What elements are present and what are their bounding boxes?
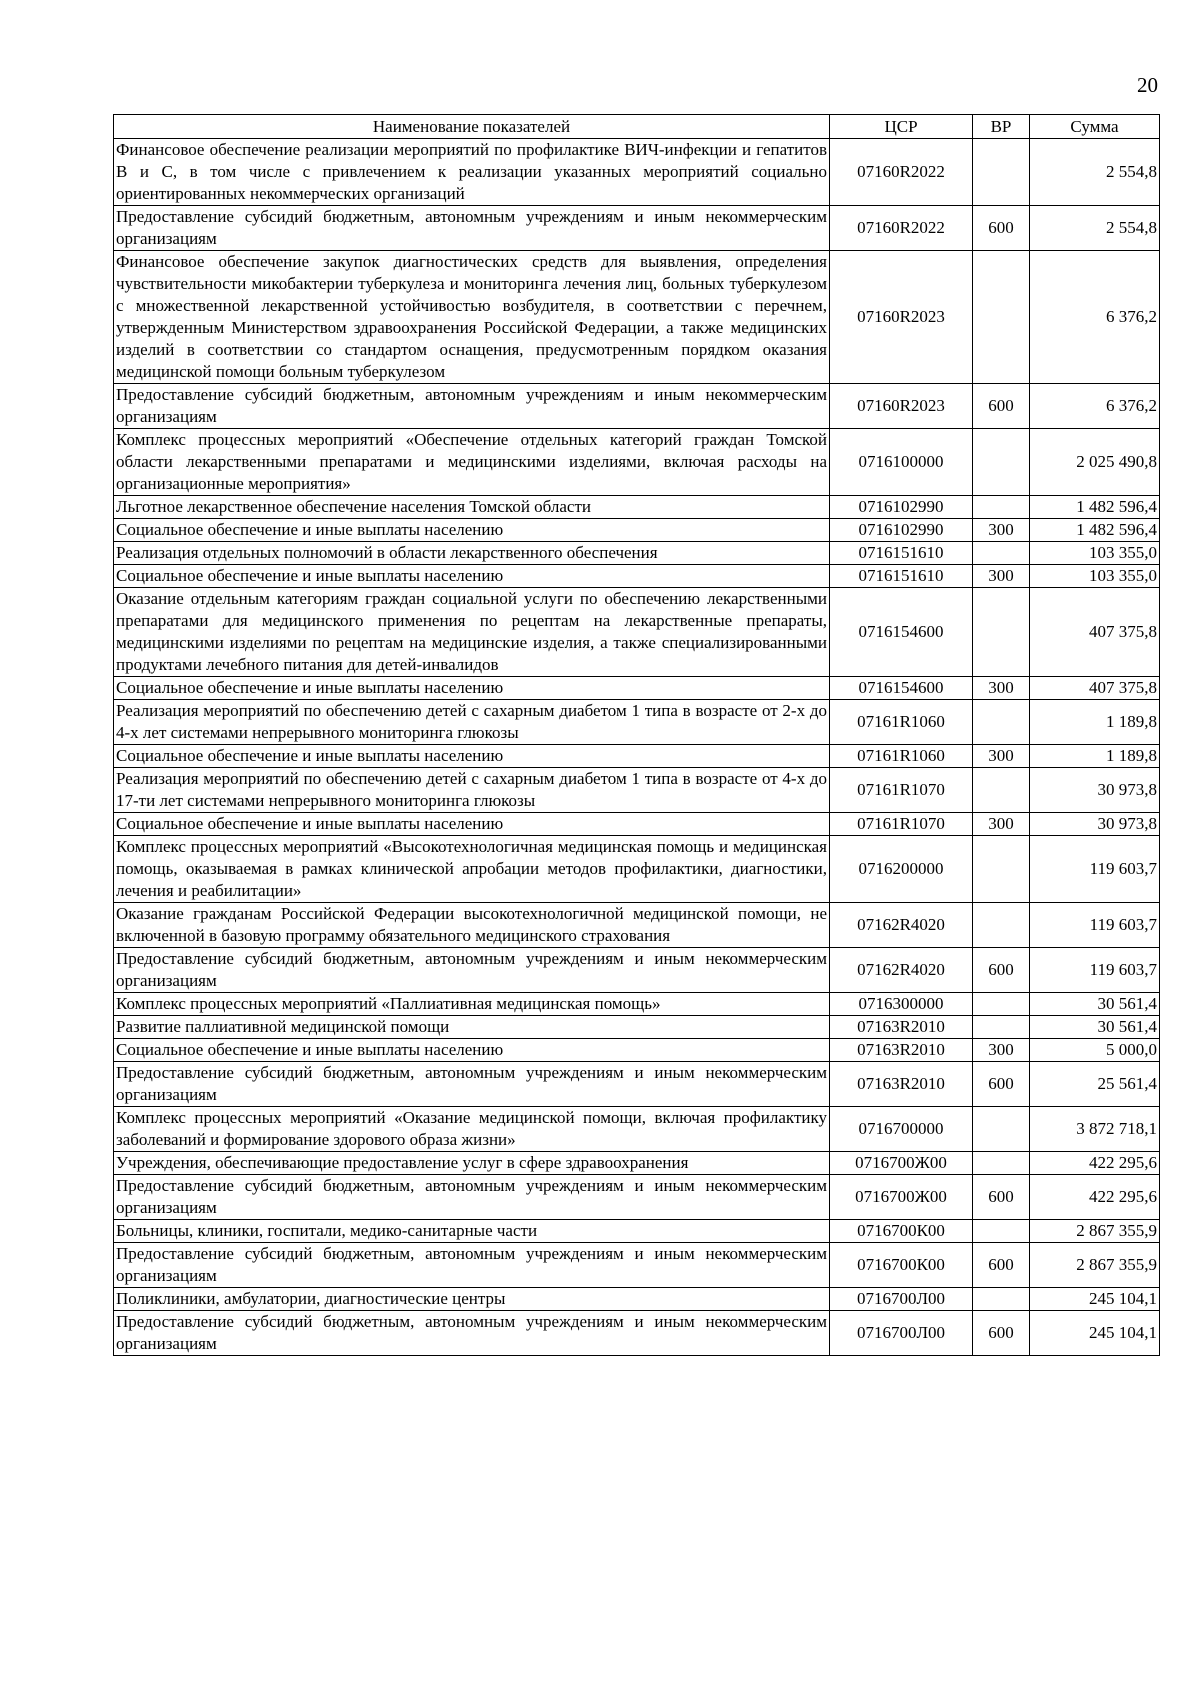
table-row xyxy=(114,1243,1160,1288)
header-name: Наименование показателей xyxy=(114,115,830,139)
table-row xyxy=(114,1220,1160,1243)
table-row xyxy=(114,745,1160,768)
cell-csr: 0716700Ж00 xyxy=(830,1175,973,1220)
cell-name: Больницы, клиники, госпитали, медико-санитарные части xyxy=(114,1220,830,1243)
table-row xyxy=(114,139,1160,206)
cell-csr: 07163R2010 xyxy=(830,1016,973,1039)
table-row xyxy=(114,588,1160,677)
cell-vr xyxy=(973,588,1030,677)
header-vr: ВР xyxy=(973,115,1030,139)
cell-name: Учреждения, обеспечивающие предоставление услуг в сфере здравоохранения xyxy=(114,1152,830,1175)
cell-sum: 245 104,1 xyxy=(1030,1288,1160,1311)
cell-sum: 119 603,7 xyxy=(1030,836,1160,903)
cell-name: Предоставление субсидий бюджетным, автономным учреждениям и иным некоммерческим организациям xyxy=(114,1175,830,1220)
cell-vr: 600 xyxy=(973,948,1030,993)
cell-csr: 07160R2022 xyxy=(830,139,973,206)
cell-csr: 07161R1060 xyxy=(830,745,973,768)
cell-csr: 07163R2010 xyxy=(830,1062,973,1107)
cell-sum: 245 104,1 xyxy=(1030,1311,1160,1356)
table-row xyxy=(114,1152,1160,1175)
cell-name: Комплекс процессных мероприятий «Обеспечение отдельных категорий граждан Томской области лекарственными препаратами и медицинскими изделиями, включая расходы на организационные мероприятия» xyxy=(114,429,830,496)
cell-sum: 2 867 355,9 xyxy=(1030,1220,1160,1243)
cell-sum: 1 189,8 xyxy=(1030,700,1160,745)
cell-vr xyxy=(973,139,1030,206)
cell-sum: 2 867 355,9 xyxy=(1030,1243,1160,1288)
cell-name: Социальное обеспечение и иные выплаты населению xyxy=(114,519,830,542)
cell-sum: 1 482 596,4 xyxy=(1030,519,1160,542)
cell-sum: 407 375,8 xyxy=(1030,588,1160,677)
cell-csr: 07162R4020 xyxy=(830,948,973,993)
cell-csr: 0716700Л00 xyxy=(830,1288,973,1311)
cell-name: Финансовое обеспечение закупок диагностических средств для выявления, определения чувствительности микобактерии туберкулеза и мониторинга лечения лиц, больных туберкулезом с множественной лекарственной устойчивостью возбудителя, в соответствии с перечнем, утвержденным Министерством здравоохранения Российской Федерации, а также медицинских изделий в соответствии со стандартом оснащения, предусмотренным порядком оказания медицинской помощи больным туберкулезом xyxy=(114,251,830,384)
table-row xyxy=(114,903,1160,948)
table-row xyxy=(114,948,1160,993)
cell-vr xyxy=(973,1288,1030,1311)
cell-sum: 2 025 490,8 xyxy=(1030,429,1160,496)
table-body xyxy=(114,139,1160,1356)
cell-vr: 300 xyxy=(973,745,1030,768)
cell-name: Предоставление субсидий бюджетным, автономным учреждениям и иным некоммерческим организациям xyxy=(114,206,830,251)
cell-sum: 119 603,7 xyxy=(1030,903,1160,948)
table-row xyxy=(114,1311,1160,1356)
cell-sum: 407 375,8 xyxy=(1030,677,1160,700)
table-row xyxy=(114,519,1160,542)
cell-name: Социальное обеспечение и иные выплаты населению xyxy=(114,745,830,768)
cell-vr xyxy=(973,1152,1030,1175)
table-row xyxy=(114,993,1160,1016)
cell-vr xyxy=(973,903,1030,948)
cell-vr xyxy=(973,1220,1030,1243)
cell-sum: 6 376,2 xyxy=(1030,384,1160,429)
table-row xyxy=(114,251,1160,384)
cell-sum: 2 554,8 xyxy=(1030,206,1160,251)
cell-csr: 07162R4020 xyxy=(830,903,973,948)
table-row xyxy=(114,677,1160,700)
cell-csr: 07161R1070 xyxy=(830,813,973,836)
cell-vr xyxy=(973,429,1030,496)
budget-table xyxy=(113,114,1160,1356)
table-row xyxy=(114,206,1160,251)
cell-vr xyxy=(973,768,1030,813)
cell-name: Комплекс процессных мероприятий «Высокотехнологичная медицинская помощь и медицинская помощь, оказываемая в рамках клинической апробации методов профилактики, диагностики, лечения и реабилитации» xyxy=(114,836,830,903)
cell-sum: 5 000,0 xyxy=(1030,1039,1160,1062)
cell-vr: 600 xyxy=(973,1175,1030,1220)
cell-csr: 0716100000 xyxy=(830,429,973,496)
cell-name: Оказание отдельным категориям граждан социальной услуги по обеспечению лекарственными препаратами для медицинского применения по рецептам на лекарственные препараты, медицинскими изделиями по рецептам на медицинские изделия, а также специализированными продуктами лечебного питания для детей-инвалидов xyxy=(114,588,830,677)
cell-name: Оказание гражданам Российской Федерации высокотехнологичной медицинской помощи, не включенной в базовую программу обязательного медицинского страхования xyxy=(114,903,830,948)
table-row xyxy=(114,429,1160,496)
cell-csr: 07160R2022 xyxy=(830,206,973,251)
cell-name: Льготное лекарственное обеспечение населения Томской области xyxy=(114,496,830,519)
cell-name: Социальное обеспечение и иные выплаты населению xyxy=(114,813,830,836)
table-row xyxy=(114,565,1160,588)
table-row xyxy=(114,813,1160,836)
cell-sum: 2 554,8 xyxy=(1030,139,1160,206)
cell-csr: 07160R2023 xyxy=(830,251,973,384)
cell-csr: 0716154600 xyxy=(830,588,973,677)
header-csr: ЦСР xyxy=(830,115,973,139)
cell-name: Реализация отдельных полномочий в области лекарственного обеспечения xyxy=(114,542,830,565)
cell-sum: 30 561,4 xyxy=(1030,1016,1160,1039)
cell-sum: 422 295,6 xyxy=(1030,1175,1160,1220)
cell-name: Реализация мероприятий по обеспечению детей с сахарным диабетом 1 типа в возрасте от 2-х до 4-х лет системами непрерывного мониторинга глюкозы xyxy=(114,700,830,745)
table-row xyxy=(114,542,1160,565)
cell-vr: 600 xyxy=(973,1062,1030,1107)
table-row xyxy=(114,768,1160,813)
cell-sum: 119 603,7 xyxy=(1030,948,1160,993)
cell-sum: 3 872 718,1 xyxy=(1030,1107,1160,1152)
cell-sum: 25 561,4 xyxy=(1030,1062,1160,1107)
cell-name: Социальное обеспечение и иные выплаты населению xyxy=(114,1039,830,1062)
cell-vr: 600 xyxy=(973,1243,1030,1288)
cell-name: Реализация мероприятий по обеспечению детей с сахарным диабетом 1 типа в возрасте от 4-х до 17-ти лет системами непрерывного мониторинга глюкозы xyxy=(114,768,830,813)
cell-sum: 1 482 596,4 xyxy=(1030,496,1160,519)
cell-sum: 1 189,8 xyxy=(1030,745,1160,768)
table-row xyxy=(114,496,1160,519)
cell-name: Финансовое обеспечение реализации мероприятий по профилактике ВИЧ-инфекции и гепатитов В и С, в том числе с привлечением к реализации указанных мероприятий социально ориентированных некоммерческих организаций xyxy=(114,139,830,206)
cell-name: Предоставление субсидий бюджетным, автономным учреждениям и иным некоммерческим организациям xyxy=(114,1311,830,1356)
header-sum: Сумма xyxy=(1030,115,1160,139)
table-row xyxy=(114,1288,1160,1311)
table-row xyxy=(114,384,1160,429)
cell-sum: 422 295,6 xyxy=(1030,1152,1160,1175)
cell-name: Предоставление субсидий бюджетным, автономным учреждениям и иным некоммерческим организациям xyxy=(114,1062,830,1107)
cell-name: Социальное обеспечение и иные выплаты населению xyxy=(114,565,830,588)
cell-name: Развитие паллиативной медицинской помощи xyxy=(114,1016,830,1039)
cell-csr: 0716700000 xyxy=(830,1107,973,1152)
cell-csr: 0716700Ж00 xyxy=(830,1152,973,1175)
cell-csr: 0716200000 xyxy=(830,836,973,903)
cell-vr xyxy=(973,700,1030,745)
cell-vr xyxy=(973,1107,1030,1152)
cell-name: Предоставление субсидий бюджетным, автономным учреждениям и иным некоммерческим организациям xyxy=(114,1243,830,1288)
cell-name: Комплекс процессных мероприятий «Оказание медицинской помощи, включая профилактику заболеваний и формирование здорового образа жизни» xyxy=(114,1107,830,1152)
cell-vr xyxy=(973,496,1030,519)
table-row xyxy=(114,1062,1160,1107)
cell-name: Поликлиники, амбулатории, диагностические центры xyxy=(114,1288,830,1311)
cell-sum: 103 355,0 xyxy=(1030,565,1160,588)
cell-csr: 07160R2023 xyxy=(830,384,973,429)
cell-csr: 0716700К00 xyxy=(830,1220,973,1243)
cell-csr: 07161R1060 xyxy=(830,700,973,745)
table-row xyxy=(114,1107,1160,1152)
cell-sum: 30 973,8 xyxy=(1030,813,1160,836)
cell-csr: 0716151610 xyxy=(830,542,973,565)
cell-vr: 300 xyxy=(973,813,1030,836)
table-row xyxy=(114,836,1160,903)
table-row xyxy=(114,1039,1160,1062)
cell-sum: 103 355,0 xyxy=(1030,542,1160,565)
cell-sum: 30 561,4 xyxy=(1030,993,1160,1016)
cell-csr: 0716300000 xyxy=(830,993,973,1016)
table-row xyxy=(114,1016,1160,1039)
cell-vr: 300 xyxy=(973,1039,1030,1062)
cell-vr: 300 xyxy=(973,519,1030,542)
cell-csr: 0716154600 xyxy=(830,677,973,700)
cell-vr xyxy=(973,993,1030,1016)
cell-sum: 30 973,8 xyxy=(1030,768,1160,813)
cell-csr: 07163R2010 xyxy=(830,1039,973,1062)
cell-name: Предоставление субсидий бюджетным, автономным учреждениям и иным некоммерческим организациям xyxy=(114,948,830,993)
cell-csr: 0716151610 xyxy=(830,565,973,588)
cell-csr: 0716700Л00 xyxy=(830,1311,973,1356)
cell-vr xyxy=(973,542,1030,565)
cell-csr: 07161R1070 xyxy=(830,768,973,813)
table-row xyxy=(114,1175,1160,1220)
cell-vr xyxy=(973,251,1030,384)
cell-vr: 600 xyxy=(973,206,1030,251)
cell-vr: 300 xyxy=(973,677,1030,700)
cell-csr: 0716700К00 xyxy=(830,1243,973,1288)
cell-name: Социальное обеспечение и иные выплаты населению xyxy=(114,677,830,700)
cell-vr xyxy=(973,836,1030,903)
table-header-row xyxy=(114,115,1160,139)
table-row xyxy=(114,700,1160,745)
cell-vr xyxy=(973,1016,1030,1039)
cell-name: Комплекс процессных мероприятий «Паллиативная медицинская помощь» xyxy=(114,993,830,1016)
cell-vr: 600 xyxy=(973,384,1030,429)
page-number: 20 xyxy=(1137,73,1158,97)
cell-name: Предоставление субсидий бюджетным, автономным учреждениям и иным некоммерческим организациям xyxy=(114,384,830,429)
cell-csr: 0716102990 xyxy=(830,496,973,519)
cell-vr: 600 xyxy=(973,1311,1030,1356)
cell-sum: 6 376,2 xyxy=(1030,251,1160,384)
cell-vr: 300 xyxy=(973,565,1030,588)
cell-csr: 0716102990 xyxy=(830,519,973,542)
